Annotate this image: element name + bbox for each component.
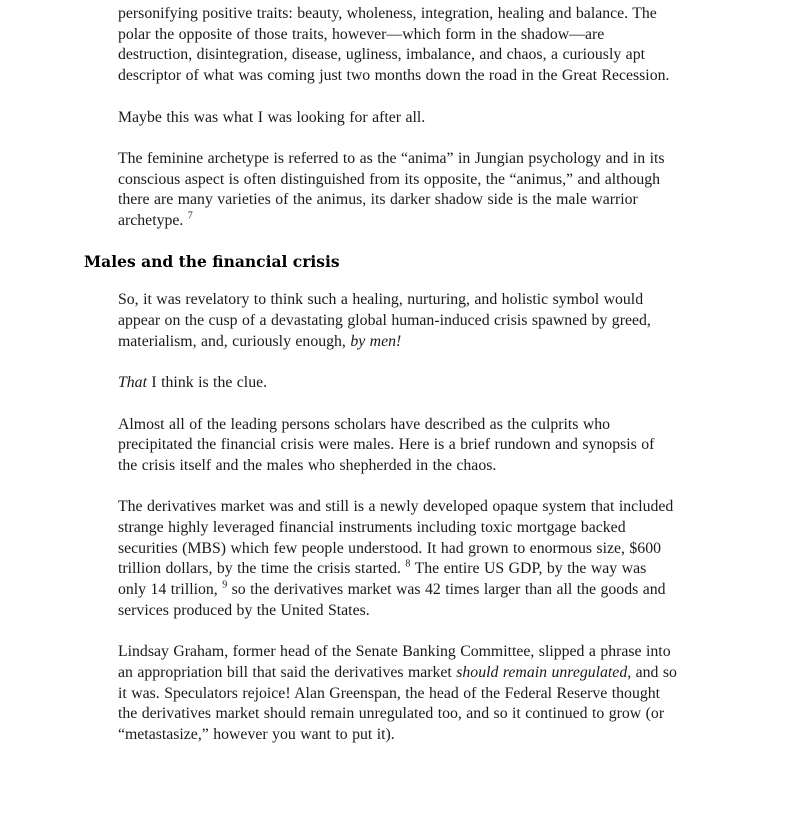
text-run: personifying positive traits: beauty, wholeness, integration, healing and balance. The polar the opposite of those traits, however—which form in the shadow—are destruction, disintegration, disease, ugliness, imbalance, and chaos, a curiously apt descriptor of what was coming just two months down the road in the Great Recession. <box>118 5 670 85</box>
paragraph-culprits <box>118 415 678 477</box>
text-run: The entire US GDP, by the way was only 14 trillion, <box>118 560 647 599</box>
text-run: Almost all of the leading persons scholars have described as the culprits who precipitated the financial crisis were males. Here is a brief rundown and synopsis of the crisis itself and the males who shepherded in the chaos. <box>118 415 655 474</box>
text-run: So, it was revelatory to think such a healing, nurturing, and holistic symbol would appear on the cusp of a devastating global human-induced crisis spawned by greed, materialism, and, curiously enough, <box>118 291 651 350</box>
paragraph-clue <box>118 373 678 394</box>
text-run: The feminine archetype is referred to as the “anima” in Jungian psychology and in its conscious aspect is often distinguished from its opposite, the “animus,” and although there are many varieties of the animus, its darker shadow side is the male warrior archetype. <box>118 149 665 229</box>
text-run: I think is the clue. <box>146 374 268 392</box>
paragraph-revelatory <box>118 290 678 352</box>
footnote-ref-8[interactable]: 8 <box>405 559 411 571</box>
footnote-ref-7[interactable]: 7 <box>187 210 193 222</box>
italic-run: should remain unregulated, <box>456 663 632 681</box>
footnote-ref-9[interactable]: 9 <box>222 579 228 591</box>
italic-run: by men! <box>350 332 402 350</box>
paragraph-feminine-archetype <box>118 149 678 232</box>
italic-run: That <box>118 374 147 392</box>
text-run: so the derivatives market was 42 times larger than all the goods and services produced by the United States. <box>118 581 666 619</box>
paragraph-maybe <box>118 108 678 129</box>
paragraph-positive-traits <box>118 4 678 87</box>
paragraph-derivatives-market <box>118 497 678 621</box>
text-run: Maybe this was what I was looking for after all. <box>118 108 426 126</box>
paragraph-lindsay-graham <box>118 642 678 746</box>
text-run: Lindsay Graham, former head of the Senate Banking Committee, slipped a phrase into an appropriation bill that said the derivatives market <box>118 643 671 681</box>
text-run: The derivatives market was and still is a newly developed opaque system that included strange highly leveraged financial instruments including toxic mortgage backed securities (MBS) which few people understood. It had grown to enormous size, $600 trillion dollars, by the time the crisis started. <box>118 498 674 578</box>
text-run: and so it was. Speculators rejoice! Alan Greenspan, the head of the Federal Reserve thought the derivatives market should remain unregulated too, and so it continued to grow (or “metastasize,” however you want to put it). <box>118 663 677 744</box>
section-heading: Males and the financial crisis <box>84 252 340 272</box>
